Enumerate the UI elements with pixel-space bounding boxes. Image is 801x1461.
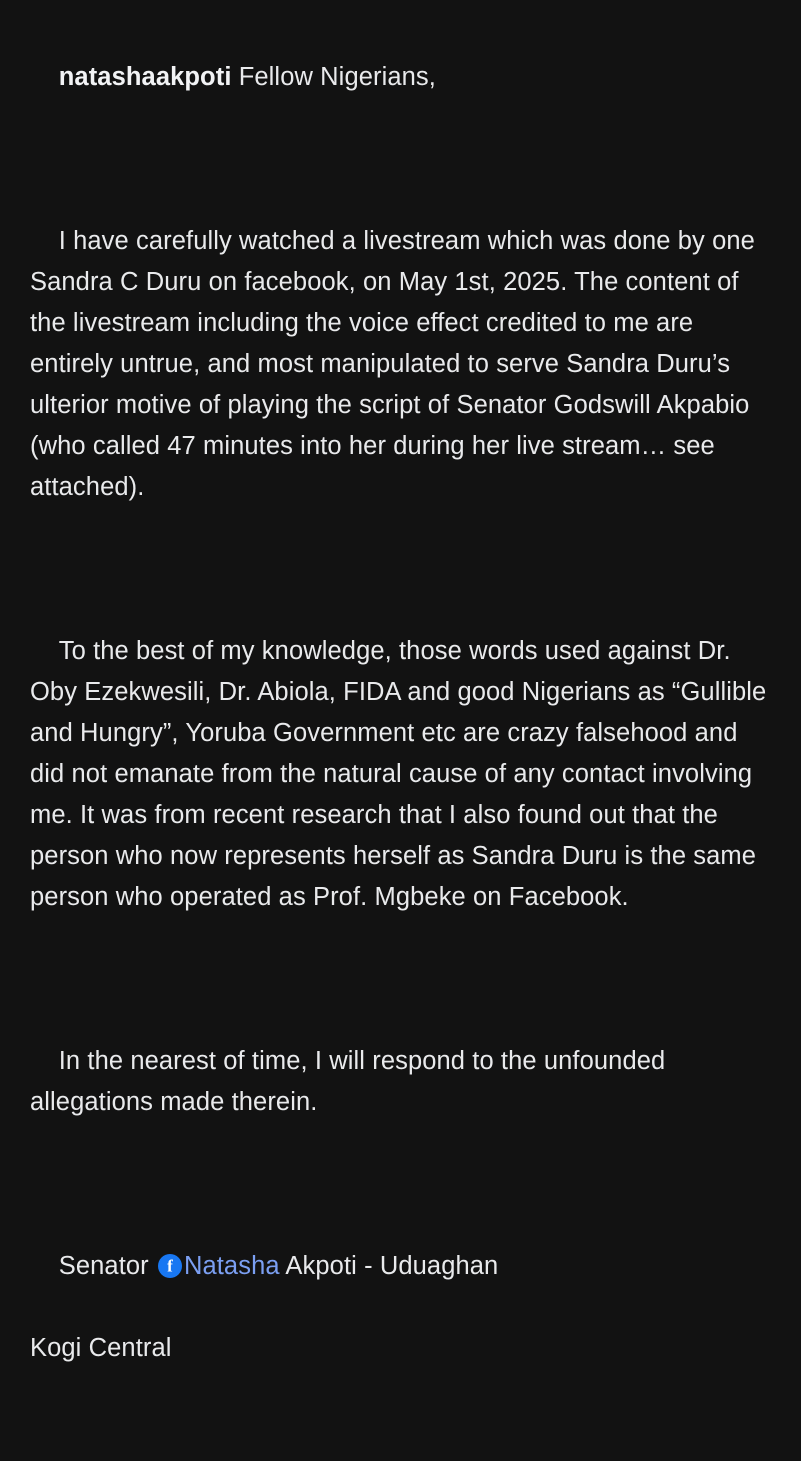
spacer — [30, 549, 771, 590]
caption-paragraph-3: In the nearest of time, I will respond to the unfounded allegations made therein. — [30, 1047, 673, 1116]
caption-greeting: Fellow Nigerians, — [231, 63, 436, 91]
post-caption — [30, 16, 774, 1451]
caption-greeting-line — [59, 63, 436, 91]
spacer — [30, 1164, 771, 1205]
spacer — [30, 139, 771, 180]
facebook-icon — [158, 1254, 182, 1278]
spacer — [30, 959, 771, 1000]
caption-signature-location: Kogi Central — [30, 1334, 172, 1362]
caption-paragraph-2: To the best of my knowledge, those words used against Dr. Oby Ezekwesili, Dr. Abiola, FIDA and good Nigerians as “Gullible and Hungry”, Yoruba Government etc are crazy falsehood and did not emanate from the natural cause of any contact involving me. It was from recent research that I also found out that the person who now represents herself as Sandra Duru is the same person who operated as Prof. Mgbeke on Facebook. — [30, 637, 774, 911]
signature-prefix: Senator — [58, 1252, 156, 1280]
post-username[interactable]: natashaakpoti — [58, 63, 232, 91]
signature-mention[interactable]: Natasha — [183, 1252, 280, 1280]
caption-signature — [59, 1252, 499, 1280]
signature-suffix: Akpoti - Uduaghan — [279, 1252, 499, 1280]
caption-paragraph-1: I have carefully watched a livestream which was done by one Sandra C Duru on facebook, on May 1st, 2025. The content of the livestream including the voice effect credited to me are entirely untrue, and most manipulated to serve Sandra Duru’s ulterior motive of playing the script of Senator Godswill Akpabio (who called 47 minutes into her during her live stream… see attached). — [30, 227, 763, 501]
